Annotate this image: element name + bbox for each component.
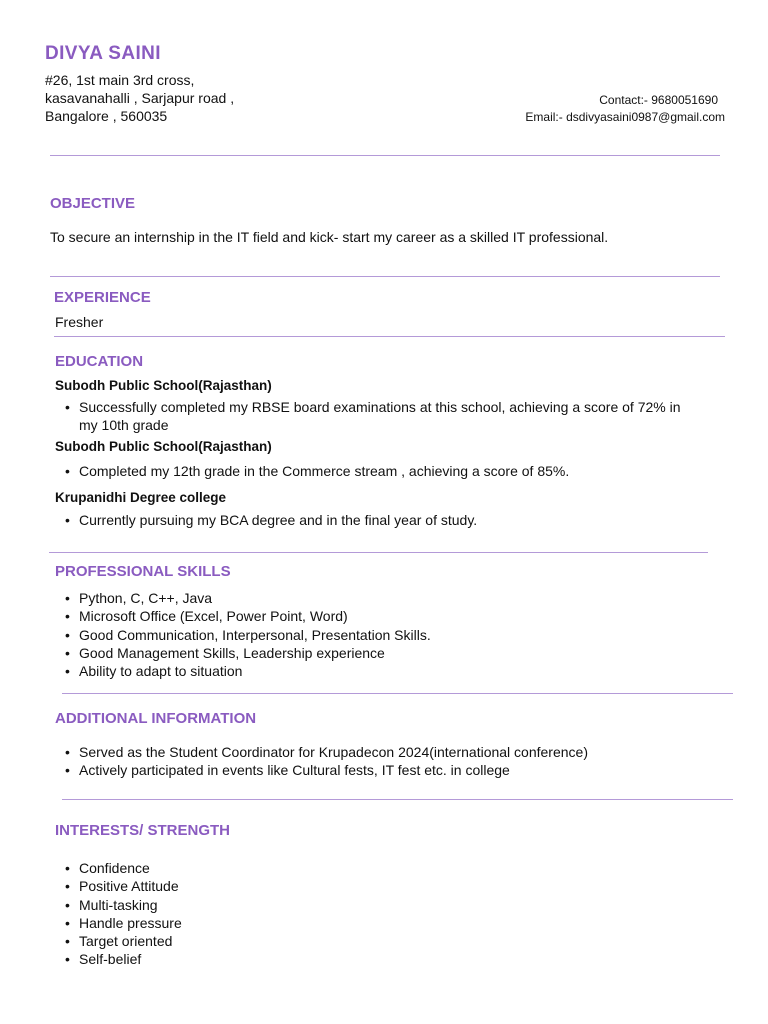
list-item [55, 932, 455, 950]
list-item [55, 607, 715, 625]
list-item [55, 398, 695, 435]
list-item [55, 896, 455, 914]
divider [62, 693, 733, 694]
objective-text: To secure an internship in the IT field and kick- start my career as a skilled IT professional. [50, 229, 609, 245]
additional-list [55, 743, 735, 780]
section-title-additional-information: ADDITIONAL INFORMATION [55, 710, 257, 727]
interests-list [55, 859, 455, 969]
education-school: Krupanidhi Degree college [55, 490, 227, 505]
address-line-1: #26, 1st main 3rd cross, [45, 72, 195, 88]
skill-item: Good Management Skills, Leadership experience [79, 644, 385, 661]
divider [50, 276, 720, 277]
section-title-professional-skills: PROFESSIONAL SKILLS [55, 563, 231, 580]
list-item [55, 462, 695, 480]
education-school: Subodh Public School(Rajasthan) [55, 439, 272, 454]
interest-item: Handle pressure [79, 914, 182, 931]
list-item [55, 914, 455, 932]
skill-item: Microsoft Office (Excel, Power Point, Word) [79, 608, 348, 625]
section-title-experience: EXPERIENCE [54, 289, 151, 306]
education-details [55, 462, 695, 480]
bullet-icon: • [65, 590, 70, 606]
address-line-3: Bangalore , 560035 [45, 108, 168, 124]
education-school: Subodh Public School(Rajasthan) [55, 378, 272, 393]
interest-item: Positive Attitude [79, 878, 179, 895]
skill-item: Good Communication, Interpersonal, Presentation Skills. [79, 626, 431, 643]
list-item [55, 589, 715, 607]
candidate-name: DIVYA SAINI [45, 43, 161, 64]
additional-item: Served as the Student Coordinator for Krupadecon 2024(international conference) [79, 744, 588, 760]
bullet-icon: • [65, 644, 70, 661]
experience-text: Fresher [55, 314, 104, 330]
list-item [55, 859, 455, 877]
divider [49, 552, 708, 553]
divider [50, 155, 720, 156]
contact-email[interactable]: Email:- dsdivyasaini0987@gmail.com [525, 110, 725, 124]
bullet-icon: • [65, 663, 70, 680]
interest-item: Target oriented [79, 933, 173, 950]
section-title-education: EDUCATION [55, 353, 144, 370]
section-title-objective: OBJECTIVE [50, 195, 136, 212]
bullet-icon: • [65, 399, 70, 415]
skill-item: Python, C, C++, Java [79, 590, 213, 606]
skills-list [55, 589, 715, 680]
divider [62, 799, 733, 800]
interest-item: Multi-tasking [79, 896, 158, 913]
list-item [55, 950, 455, 968]
bullet-icon: • [65, 951, 70, 968]
section-title-interests-strength: INTERESTS/ STRENGTH [55, 822, 231, 839]
list-item [55, 877, 455, 895]
list-item [55, 511, 695, 529]
bullet-icon: • [65, 914, 70, 931]
bullet-icon: • [65, 744, 70, 760]
divider [54, 336, 725, 337]
list-item [55, 743, 735, 761]
additional-item: Actively participated in events like Cultural fests, IT fest etc. in college [79, 762, 510, 779]
education-detail: Successfully completed my RBSE board examinations at this school, achieving a score of 72% in my 10th grade [79, 399, 681, 434]
list-item [55, 644, 715, 662]
bullet-icon: • [65, 762, 70, 779]
education-details [55, 398, 695, 435]
bullet-icon: • [65, 878, 70, 895]
list-item [55, 761, 735, 779]
education-detail: Currently pursuing my BCA degree and in the final year of study. [79, 512, 478, 528]
bullet-icon: • [65, 626, 70, 643]
interest-item: Self-belief [79, 951, 142, 968]
bullet-icon: • [65, 896, 70, 913]
bullet-icon: • [65, 512, 70, 528]
address-line-2: kasavanahalli , Sarjapur road , [45, 90, 235, 106]
interest-item: Confidence [79, 860, 150, 876]
bullet-icon: • [65, 463, 70, 479]
bullet-icon: • [65, 860, 70, 876]
skill-item: Ability to adapt to situation [79, 663, 243, 680]
bullet-icon: • [65, 933, 70, 950]
education-details [55, 511, 695, 529]
list-item [55, 626, 715, 644]
list-item [55, 662, 715, 680]
education-detail: Completed my 12th grade in the Commerce stream , achieving a score of 85%. [79, 463, 570, 479]
contact-phone: Contact:- 9680051690 [599, 93, 718, 107]
bullet-icon: • [65, 608, 70, 625]
